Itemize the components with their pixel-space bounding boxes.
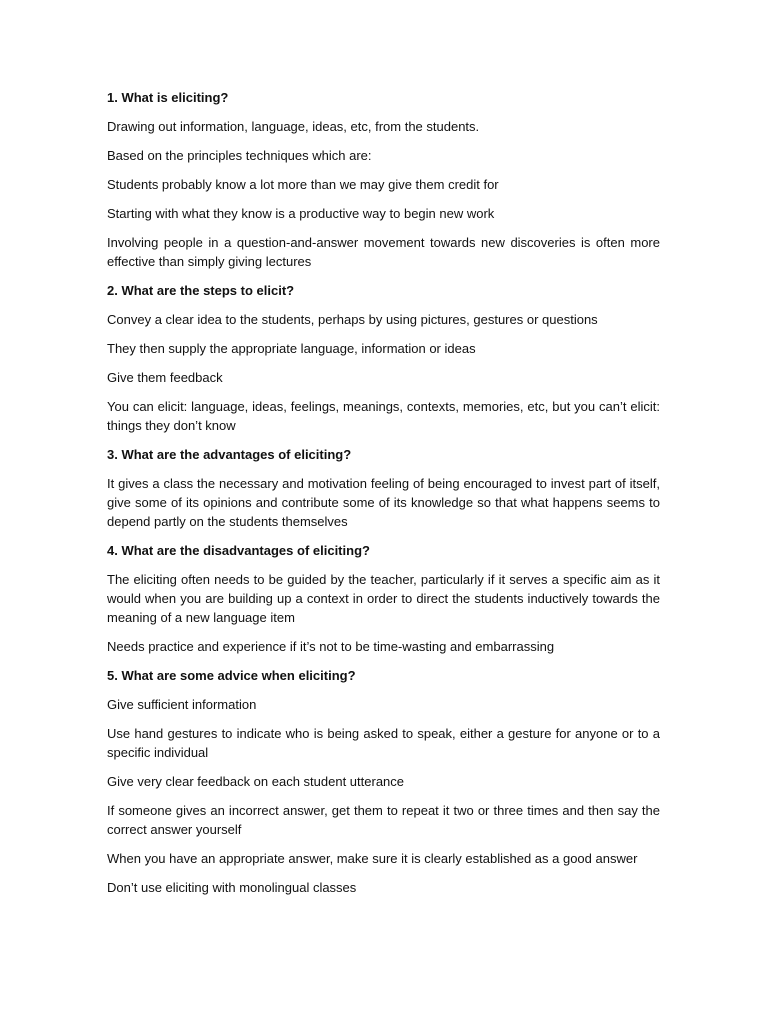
section-heading: 3. What are the advantages of eliciting? [107, 447, 352, 462]
paragraph: Needs practice and experience if it’s not to be time-wasting and embarrassing [107, 639, 555, 654]
section-heading: 1. What is eliciting? [107, 90, 229, 105]
paragraph: Don’t use eliciting with monolingual classes [107, 880, 357, 895]
paragraph: Convey a clear idea to the students, perhaps by using pictures, gestures or questions [107, 312, 598, 327]
paragraph: The eliciting often needs to be guided by the teacher, particularly if it serves a specific aim as it would when you are building up a context in order to direct the students inductively towards the meaning of a new language item [107, 572, 660, 625]
section-heading: 2. What are the steps to elicit? [107, 283, 295, 298]
paragraph: You can elicit: language, ideas, feelings, meanings, contexts, memories, etc, but you can’t elicit: things they don’t know [107, 399, 660, 433]
paragraph: Use hand gestures to indicate who is being asked to speak, either a gesture for anyone or to a specific individual [107, 726, 660, 760]
section-heading: 4. What are the disadvantages of eliciting? [107, 543, 370, 558]
paragraph: They then supply the appropriate language, information or ideas [107, 341, 476, 356]
paragraph: Give sufficient information [107, 697, 257, 712]
paragraph: If someone gives an incorrect answer, get them to repeat it two or three times and then say the correct answer yourself [107, 803, 660, 837]
paragraph: Drawing out information, language, ideas, etc, from the students. [107, 119, 480, 134]
paragraph: Give very clear feedback on each student utterance [107, 774, 405, 789]
document-page [107, 88, 660, 907]
paragraph: It gives a class the necessary and motivation feeling of being encouraged to invest part of itself, give some of its opinions and contribute some of its knowledge so that what happens seems to depend partly on the students themselves [107, 476, 660, 529]
paragraph: Based on the principles techniques which are: [107, 148, 372, 163]
paragraph: Give them feedback [107, 370, 223, 385]
paragraph: Involving people in a question-and-answer movement towards new discoveries is often more effective than simply giving lectures [107, 235, 660, 269]
paragraph: Starting with what they know is a productive way to begin new work [107, 206, 495, 221]
section-heading: 5. What are some advice when eliciting? [107, 668, 356, 683]
paragraph: When you have an appropriate answer, make sure it is clearly established as a good answer [107, 851, 638, 866]
paragraph: Students probably know a lot more than we may give them credit for [107, 177, 499, 192]
